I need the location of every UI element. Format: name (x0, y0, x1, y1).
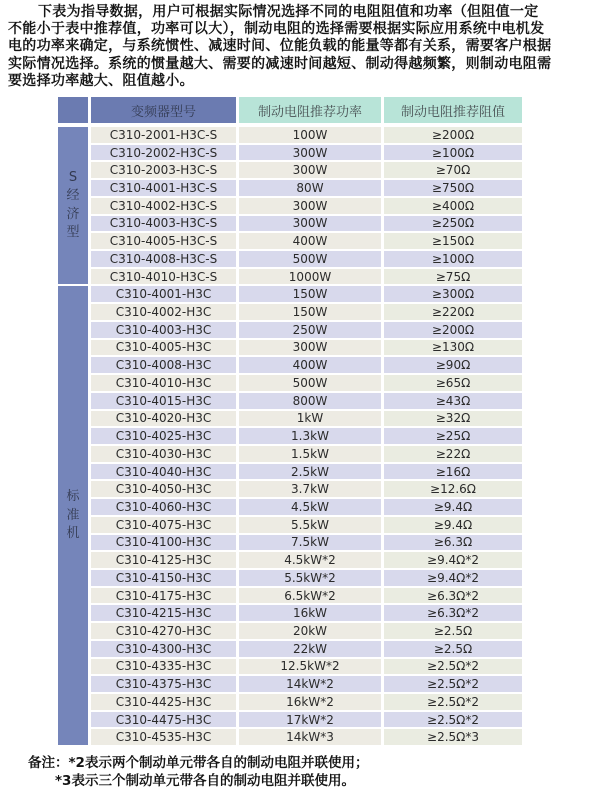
resistance-cell: ≥6.3Ω (384, 535, 522, 551)
power-cell: 100W (239, 127, 381, 143)
model-cell: C310-4075-H3C (91, 517, 236, 533)
resistance-cell: ≥2.5Ω*3 (384, 729, 522, 745)
model-cell: C310-4125-H3C (91, 552, 236, 568)
table-row (91, 411, 522, 429)
resistance-cell: ≥400Ω (384, 198, 522, 214)
intro-line: 下表为指导数据，用户可根据实际情况选择不同的电阻阻值和功率（但阻值一定 (38, 4, 539, 20)
resistance-cell: ≥25Ω (384, 428, 522, 444)
resistance-cell: ≥130Ω (384, 340, 522, 356)
table-row (91, 216, 522, 234)
model-cell: C310-4030-H3C (91, 446, 236, 462)
power-cell: 2.5kW (239, 464, 381, 480)
group-label-char: 准 (66, 507, 80, 523)
model-cell: C310-4015-H3C (91, 393, 236, 409)
table-row (91, 180, 522, 198)
table-row (91, 428, 522, 446)
resistance-cell: ≥75Ω (384, 269, 522, 285)
model-cell: C310-4050-H3C (91, 481, 236, 497)
power-cell: 6.5kW*2 (239, 588, 381, 604)
model-cell: C310-4008-H3C-S (91, 251, 236, 267)
table-row (91, 712, 522, 730)
intro-line: 电的功率来确定，与系统惯性、减速时间、位能负载的能量等都有关系，需要客户根据 (8, 38, 552, 55)
model-cell: C310-4025-H3C (91, 428, 236, 444)
table-group-standard (58, 286, 522, 747)
header-power: 制动电阻推荐功率 (239, 97, 381, 123)
power-cell: 150W (239, 304, 381, 320)
table-row (91, 729, 522, 747)
resistance-cell: ≥70Ω (384, 162, 522, 178)
header-model: 变频器型号 (91, 97, 236, 123)
power-cell: 80W (239, 180, 381, 196)
model-cell: C310-4300-H3C (91, 641, 236, 657)
power-cell: 14kW*3 (239, 729, 381, 745)
power-cell: 1.5kW (239, 446, 381, 462)
resistance-cell: ≥200Ω (384, 322, 522, 338)
resistance-cell: ≥150Ω (384, 233, 522, 249)
group-label-char: 型 (66, 225, 80, 241)
resistance-cell: ≥2.5Ω*2 (384, 676, 522, 692)
table-row (91, 605, 522, 623)
table-row (91, 517, 522, 535)
model-cell: C310-4375-H3C (91, 676, 236, 692)
table-row (91, 676, 522, 694)
resistance-cell: ≥9.4Ω*2 (384, 552, 522, 568)
model-cell: C310-4001-H3C-S (91, 180, 236, 196)
table-row (91, 357, 522, 375)
resistance-cell: ≥6.3Ω*2 (384, 588, 522, 604)
model-cell: C310-4010-H3C-S (91, 269, 236, 285)
table-row (91, 446, 522, 464)
model-cell: C310-4005-H3C (91, 340, 236, 356)
model-cell: C310-4270-H3C (91, 623, 236, 639)
power-cell: 12.5kW*2 (239, 659, 381, 675)
power-cell: 1kW (239, 411, 381, 427)
table-row (91, 694, 522, 712)
model-cell: C310-2003-H3C-S (91, 162, 236, 178)
power-cell: 16kW*2 (239, 694, 381, 710)
resistance-cell: ≥6.3Ω*2 (384, 605, 522, 621)
model-cell: C310-4040-H3C (91, 464, 236, 480)
table-row (91, 340, 522, 358)
resistance-cell: ≥2.5Ω*2 (384, 659, 522, 675)
model-cell: C310-4100-H3C (91, 535, 236, 551)
resistance-cell: ≥2.5Ω (384, 641, 522, 657)
table-row (91, 464, 522, 482)
resistance-cell: ≥9.4Ω*2 (384, 570, 522, 586)
table-row (91, 162, 522, 180)
table-row (91, 322, 522, 340)
model-cell: C310-2002-H3C-S (91, 145, 236, 161)
power-cell: 3.7kW (239, 481, 381, 497)
power-cell: 500W (239, 251, 381, 267)
resistance-cell: ≥65Ω (384, 375, 522, 391)
resistance-cell: ≥750Ω (384, 180, 522, 196)
resistance-cell: ≥16Ω (384, 464, 522, 480)
model-cell: C310-4008-H3C (91, 357, 236, 373)
resistance-cell: ≥90Ω (384, 357, 522, 373)
power-cell: 150W (239, 286, 381, 302)
group-label-economy (58, 127, 88, 284)
resistance-cell: ≥2.5Ω*2 (384, 694, 522, 710)
footnote-asterisk2: 备注：*2表示两个制动单元带各自的制动电阻并联使用； (28, 755, 369, 771)
resistance-cell: ≥9.4Ω (384, 499, 522, 515)
intro-line: 要选择功率越大、阻值越小。 (8, 72, 194, 89)
header-corner-cell (58, 97, 88, 123)
braking-resistor-table (58, 97, 522, 747)
footnotes (28, 754, 368, 790)
power-cell: 300W (239, 145, 381, 161)
power-cell: 4.5kW (239, 499, 381, 515)
power-cell: 14kW*2 (239, 676, 381, 692)
power-cell: 300W (239, 340, 381, 356)
table-header-row (58, 97, 522, 123)
power-cell: 4.5kW*2 (239, 552, 381, 568)
footnote-asterisk3: *3表示三个制动单元带各自的制动电阻并联使用。 (55, 773, 355, 789)
table-row (91, 375, 522, 393)
table-row (91, 198, 522, 216)
table-row (91, 393, 522, 411)
resistance-cell: ≥100Ω (384, 145, 522, 161)
table-row (91, 304, 522, 322)
intro-line: 不能小于表中推荐值，功率可以大），制动电阻的选择需要根据实际应用系统中电机发 (8, 21, 545, 38)
power-cell: 20kW (239, 623, 381, 639)
resistance-cell: ≥2.5Ω (384, 623, 522, 639)
table-row (91, 286, 522, 304)
resistance-cell: ≥32Ω (384, 411, 522, 427)
table-row (91, 127, 522, 145)
model-cell: C310-4475-H3C (91, 712, 236, 728)
header-resistance: 制动电阻推荐阻值 (384, 97, 522, 123)
group-label-char: 机 (66, 526, 80, 542)
resistance-cell: ≥2.5Ω*2 (384, 712, 522, 728)
intro-line: 实际情况选择。系统的惯量越大、需要的减速时间越短、制动得越频繁，则制动电阻需 (8, 55, 552, 72)
power-cell: 400W (239, 233, 381, 249)
power-cell: 7.5kW (239, 535, 381, 551)
model-cell: C310-4010-H3C (91, 375, 236, 391)
table-row (91, 623, 522, 641)
model-cell: C310-4001-H3C (91, 286, 236, 302)
model-cell: C310-4020-H3C (91, 411, 236, 427)
intro-paragraph (8, 4, 596, 90)
model-cell: C310-4215-H3C (91, 605, 236, 621)
model-cell: C310-2001-H3C-S (91, 127, 236, 143)
table-row (91, 659, 522, 677)
resistance-cell: ≥43Ω (384, 393, 522, 409)
model-cell: C310-4535-H3C (91, 729, 236, 745)
resistance-cell: ≥100Ω (384, 251, 522, 267)
power-cell: 300W (239, 162, 381, 178)
power-cell: 300W (239, 198, 381, 214)
table-row (91, 251, 522, 269)
table-row (91, 481, 522, 499)
resistance-cell: ≥22Ω (384, 446, 522, 462)
model-cell: C310-4335-H3C (91, 659, 236, 675)
power-cell: 400W (239, 357, 381, 373)
table-group-economy (58, 127, 522, 286)
power-cell: 5.5kW*2 (239, 570, 381, 586)
power-cell: 5.5kW (239, 517, 381, 533)
model-cell: C310-4060-H3C (91, 499, 236, 515)
power-cell: 500W (239, 375, 381, 391)
power-cell: 1.3kW (239, 428, 381, 444)
group-label-standard (58, 286, 88, 745)
resistance-cell: ≥12.6Ω (384, 481, 522, 497)
power-cell: 17kW*2 (239, 712, 381, 728)
model-cell: C310-4002-H3C-S (91, 198, 236, 214)
power-cell: 250W (239, 322, 381, 338)
power-cell: 22kW (239, 641, 381, 657)
model-cell: C310-4175-H3C (91, 588, 236, 604)
group-label-char: 经 (66, 188, 80, 204)
table-row (91, 535, 522, 553)
group-label-char: 济 (66, 206, 80, 222)
group-label-char: 标 (66, 489, 80, 505)
table-row (91, 499, 522, 517)
model-cell: C310-4003-H3C (91, 322, 236, 338)
table-row (91, 588, 522, 606)
model-cell: C310-4003-H3C-S (91, 216, 236, 232)
power-cell: 300W (239, 216, 381, 232)
power-cell: 1000W (239, 269, 381, 285)
table-row (91, 641, 522, 659)
resistance-cell: ≥300Ω (384, 286, 522, 302)
model-cell: C310-4002-H3C (91, 304, 236, 320)
model-cell: C310-4150-H3C (91, 570, 236, 586)
resistance-cell: ≥250Ω (384, 216, 522, 232)
resistance-cell: ≥220Ω (384, 304, 522, 320)
power-cell: 800W (239, 393, 381, 409)
resistance-cell: ≥200Ω (384, 127, 522, 143)
table-row (91, 570, 522, 588)
table-body (58, 127, 522, 747)
table-row (91, 552, 522, 570)
resistance-cell: ≥9.4Ω (384, 517, 522, 533)
model-cell: C310-4005-H3C-S (91, 233, 236, 249)
model-cell: C310-4425-H3C (91, 694, 236, 710)
table-row (91, 145, 522, 163)
table-row (91, 269, 522, 287)
table-row (91, 233, 522, 251)
power-cell: 16kW (239, 605, 381, 621)
group-label-char: S (68, 169, 78, 185)
